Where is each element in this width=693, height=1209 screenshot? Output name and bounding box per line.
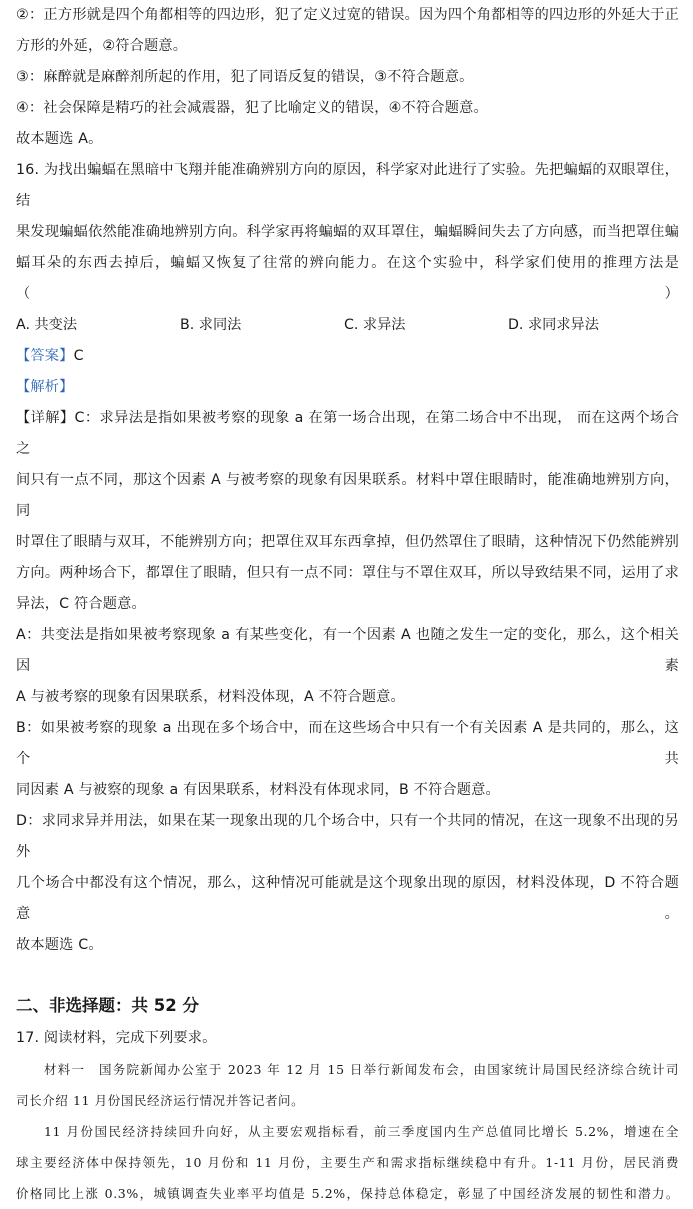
- option-d: D. 求同求异法: [508, 317, 599, 333]
- option-a: A. 共变法: [16, 317, 78, 333]
- answer-tag: 【答案】: [16, 348, 74, 364]
- detail-line: [16, 403, 679, 465]
- detail-line: 方向。两种场合下，都罩住了眼睛，但只有一点不同：罩住与不罩住双耳，所以导致结果不同，运用了求: [16, 565, 679, 581]
- text-line: ④：社会保障是精巧的社会减震器，犯了比喻定义的错误，④不符合题意。: [16, 100, 488, 116]
- material-line: 11 月份国民经济持续回升向好，从主要宏观指标看，前三季度国内生产总值同比增长 5.2%，增速在全: [44, 1124, 679, 1139]
- conclusion: 故本题选 C。: [16, 937, 103, 953]
- option-a-explanation: A 与被考察的现象有因果联系，材料没体现，A 不符合题意。: [16, 689, 405, 705]
- detail-tag: 【详解】: [16, 410, 75, 426]
- spacer: [16, 961, 679, 989]
- section-heading: 二、非选择题：共 52 分: [16, 996, 199, 1015]
- question-stem-line: 16. 为找出蝙蝠在黑暗中飞翔并能准确辨别方向的原因，科学家对此进行了实验。先把蝙蝠的双眼罩住，结: [16, 162, 679, 209]
- detail-line: 异法，C 符合题意。: [16, 596, 146, 612]
- option-b: B. 求同法: [180, 317, 242, 333]
- material-line: 材料一 国务院新闻办公室于 2023 年 12 月 15 日举行新闻发布会，由国家统计局国民经济综合统计司: [44, 1062, 679, 1077]
- question-stem-line: 果发现蝙蝠依然能准确地辨别方向。科学家再将蝙蝠的双耳罩住，蝙蝠瞬间失去了方向感，而当把罩住蝙: [16, 224, 679, 240]
- material-line: 价格同比上涨 0.3%，城镇调查失业率平均值是 5.2%，保持总体稳定，彰显了中国经济发展的韧性和潜力。: [16, 1186, 679, 1201]
- detail-text: C：求异法是指如果被考察的现象 a 在第一场合出现，在第二场合中不出现， 而在这两个场合之: [16, 410, 679, 457]
- option-a-explanation: A：共变法是指如果被考察现象 a 有某些变化，有一个因素 A 也随之发生一定的变化，那么，这个相关因素: [16, 627, 679, 674]
- analysis-tag: 【解析】: [16, 379, 74, 395]
- detail-line: 时罩住了眼睛与双耳，不能辨别方向；把罩住双耳东西拿掉，但仍然罩住了眼睛，这种情况下仍然能辨别: [16, 534, 679, 550]
- question-stem-line: 蝠耳朵的东西去掉后，蝙蝠又恢复了往常的辨向能力。在这个实验中，科学家们使用的推理方法是（ ）: [16, 255, 679, 302]
- text-line: 方形的外延，②符合题意。: [16, 38, 188, 54]
- text-line: ③：麻醉就是麻醉剂所起的作用，犯了同语反复的错误，③不符合题意。: [16, 69, 474, 85]
- option-b-explanation: B：如果被考察的现象 a 出现在多个场合中，而在这些场合中只有一个有关因素 A 是共同的，那么，这个共: [16, 720, 679, 767]
- option-d-explanation: 几个场合中都没有这个情况，那么，这种情况可能就是这个现象出现的原因，材料没体现，D 不符合题意。: [16, 875, 679, 922]
- answer-options: [16, 310, 679, 341]
- material-line: 司长介绍 11 月份国民经济运行情况并答记者问。: [16, 1093, 305, 1108]
- material-line: 球主要经济体中保持领先，10 月份和 11 月份，主要生产和需求指标继续稳中有升。1-11 月份，居民消费: [16, 1155, 679, 1170]
- option-c: C. 求异法: [344, 317, 406, 333]
- option-d-explanation: D：求同求异并用法，如果在某一现象出现的几个场合中，只有一个共同的情况，在这一现象不出现的另外: [16, 813, 679, 860]
- text-line: ②：正方形就是四个角都相等的四边形，犯了定义过宽的错误。因为四个角都相等的四边形的外延大于正: [16, 7, 679, 23]
- option-b-explanation: 同因素 A 与被察的现象 a 有因果联系，材料没有体现求同，B 不符合题意。: [16, 782, 500, 798]
- detail-line: 间只有一点不同，那这个因素 A 与被考察的现象有因果联系。材料中罩住眼睛时，能准确地辨别方向，同: [16, 472, 679, 519]
- text-line: 故本题选 A。: [16, 131, 103, 147]
- answer-line: [16, 341, 679, 372]
- question-17: 17. 阅读材料，完成下列要求。: [16, 1030, 217, 1046]
- answer-value: C: [73, 348, 84, 364]
